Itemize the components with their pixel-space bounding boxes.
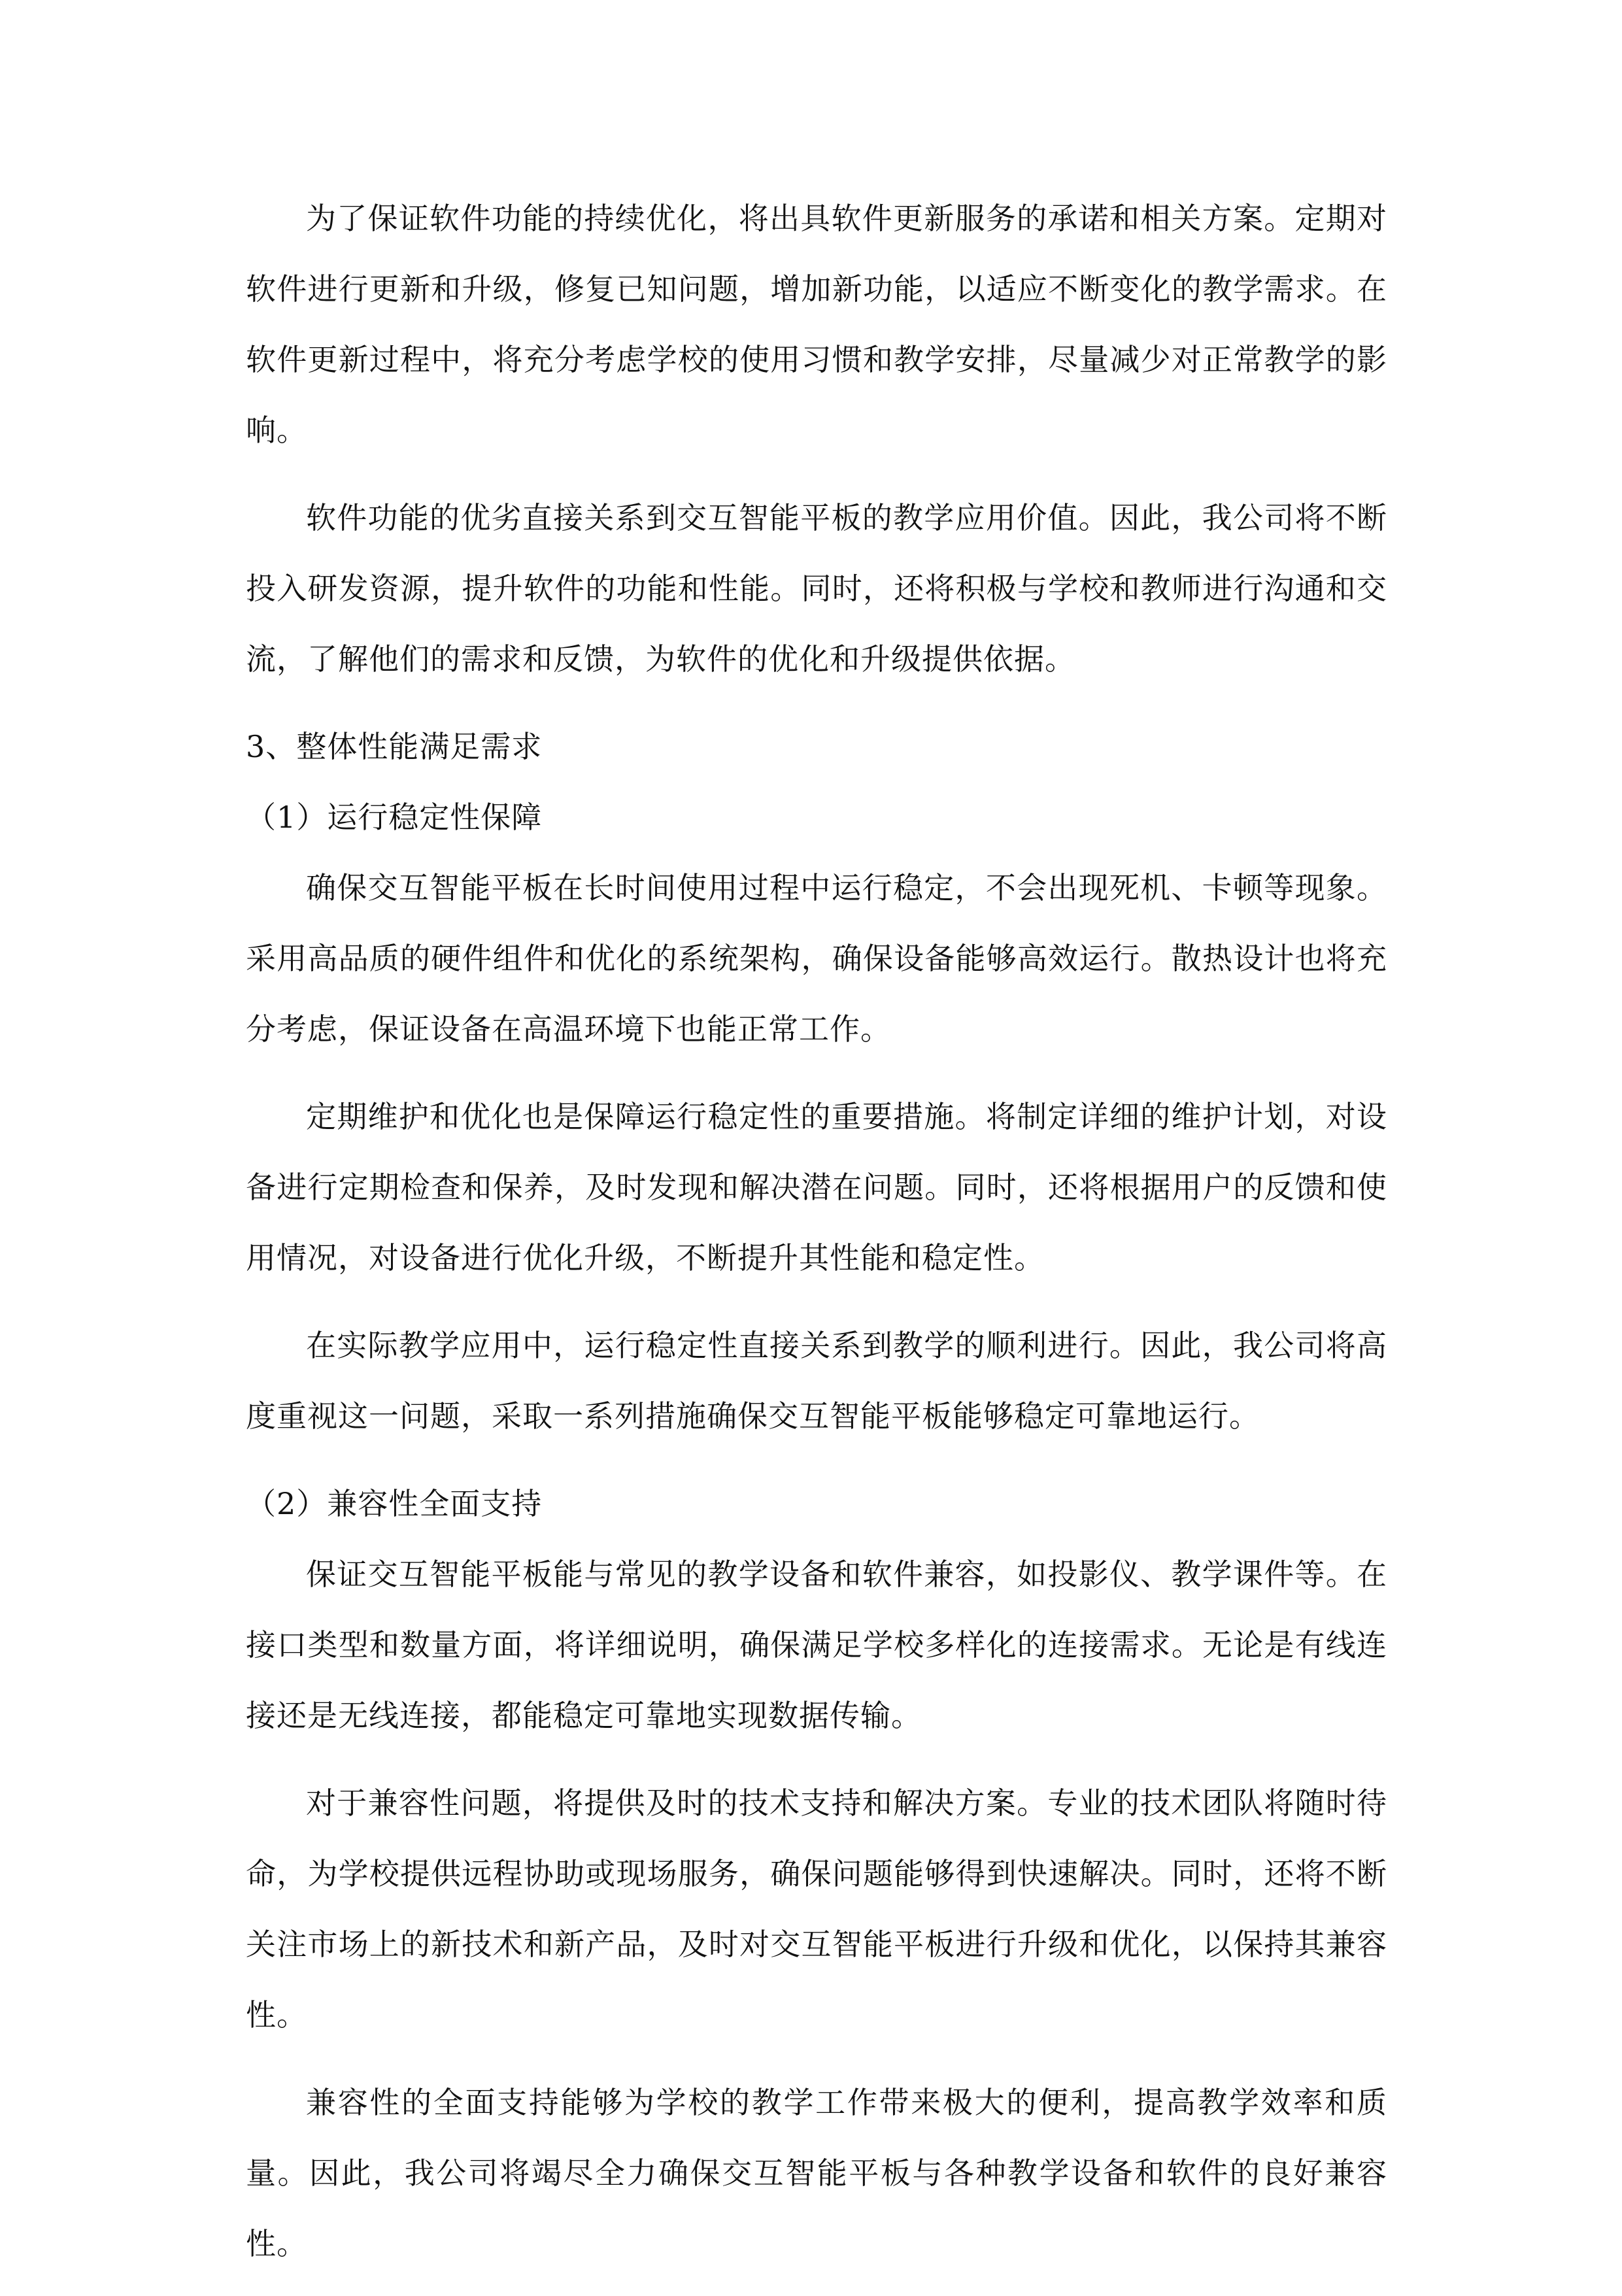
paragraph-stability-1: 确保交互智能平板在长时间使用过程中运行稳定，不会出现死机、卡顿等现象。采用高品质的硬件组件和优化的系统架构，确保设备能够高效运行。散热设计也将充分考虑，保证设备在高温环境下也能正常工作。	[246, 870, 1387, 1047]
section-heading-performance: 3、整体性能满足需求	[246, 729, 543, 764]
paragraph-stability-2: 定期维护和优化也是保障运行稳定性的重要措施。将制定详细的维护计划，对设备进行定期检查和保养，及时发现和解决潜在问题。同时，还将根据用户的反馈和使用情况，对设备进行优化升级，不断提升其性能和稳定性。	[246, 1099, 1387, 1275]
subsection-heading-stability: （1）运行稳定性保障	[246, 800, 543, 835]
paragraph-software-value: 软件功能的优劣直接关系到交互智能平板的教学应用价值。因此，我公司将不断投入研发资源，提升软件的功能和性能。同时，还将积极与学校和教师进行沟通和交流，了解他们的需求和反馈，为软件的优化和升级提供依据。	[246, 500, 1387, 677]
paragraph-software-update: 为了保证软件功能的持续优化，将出具软件更新服务的承诺和相关方案。定期对软件进行更新和升级，修复已知问题，增加新功能，以适应不断变化的教学需求。在软件更新过程中，将充分考虑学校的使用习惯和教学安排，尽量减少对正常教学的影响。	[246, 201, 1387, 448]
paragraph-compatibility-1: 保证交互智能平板能与常见的教学设备和软件兼容，如投影仪、教学课件等。在接口类型和数量方面，将详细说明，确保满足学校多样化的连接需求。无论是有线连接还是无线连接，都能稳定可靠地实现数据传输。	[246, 1557, 1387, 1733]
paragraph-stability-3: 在实际教学应用中，运行稳定性直接关系到教学的顺利进行。因此，我公司将高度重视这一问题，采取一系列措施确保交互智能平板能够稳定可靠地运行。	[246, 1328, 1387, 1434]
paragraph-compatibility-2: 对于兼容性问题，将提供及时的技术支持和解决方案。专业的技术团队将随时待命，为学校提供远程协助或现场服务，确保问题能够得到快速解决。同时，还将不断关注市场上的新技术和新产品，及时对交互智能平板进行升级和优化，以保持其兼容性。	[246, 1785, 1387, 2033]
paragraph-compatibility-3: 兼容性的全面支持能够为学校的教学工作带来极大的便利，提高教学效率和质量。因此，我公司将竭尽全力确保交互智能平板与各种教学设备和软件的良好兼容性。	[246, 2085, 1387, 2261]
subsection-heading-compatibility: （2）兼容性全面支持	[246, 1486, 543, 1521]
document-body	[246, 183, 1387, 2296]
